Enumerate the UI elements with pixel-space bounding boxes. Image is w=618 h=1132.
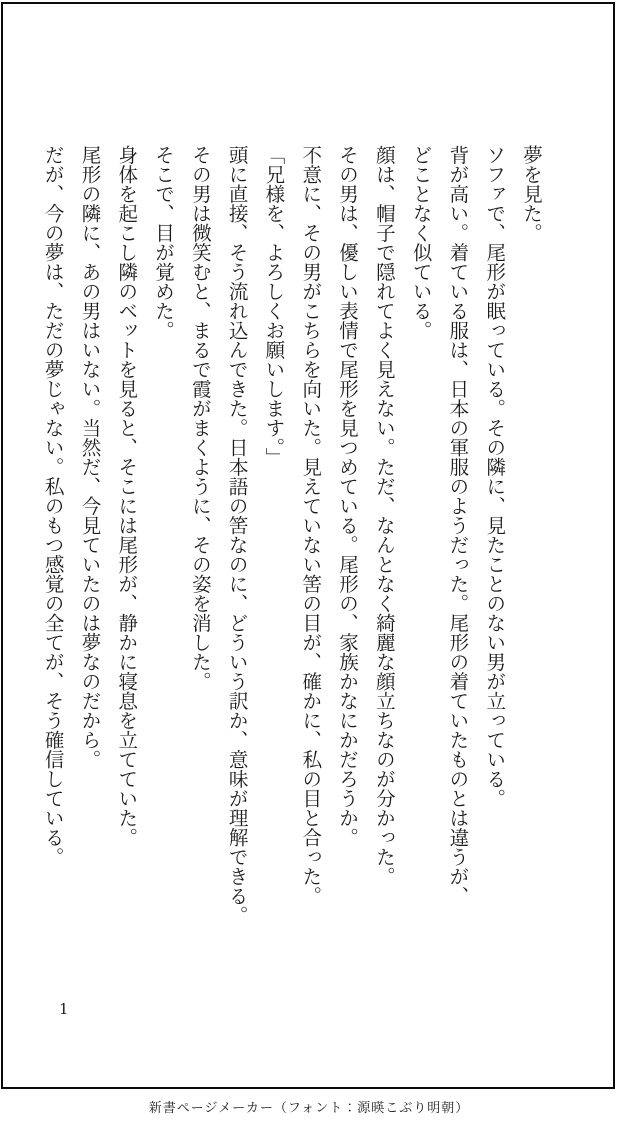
text-line: 夢を見た。 xyxy=(520,145,543,243)
text-line: その男は微笑むと、まるで霞がまくように、その姿を消した。 xyxy=(188,145,212,691)
text-line: そこで、目が覚めた。 xyxy=(152,145,176,340)
page-frame xyxy=(1,2,615,1089)
text-line: 不意に、その男がこちらを向いた。見えていない筈の目が、確かに、私の目と合った。 xyxy=(299,145,323,906)
text-line: 「兄様を、よろしくお願いします。」 xyxy=(262,145,286,467)
text-line: その男は、優しい表情で尾形を見つめている。尾形の、家族かなにかだろうか。 xyxy=(336,145,360,847)
text-line: ソファで、尾形が眠っている。その隣に、見たことのない男が立っている。 xyxy=(483,145,507,808)
text-area xyxy=(34,145,549,923)
text-line: 尾形の隣に、あの男はいない。当然だ、今見ていたのは夢なのだから。 xyxy=(78,145,102,769)
text-line: 顔は、帽子で隠れてよく見えない。ただ、なんとなく綺麗な顔立ちなのが分かった。 xyxy=(372,145,396,886)
footer-caption: 新書ページメーカー（フォント：源暎こぶり明朝） xyxy=(148,1101,470,1116)
text-line: だが、今の夢は、ただの夢じゃない。私のもつ感覚の全てが、そう確信している。 xyxy=(41,145,65,867)
text-line: 身体を起こし隣のベットを見ると、そこには尾形が、静かに寝息を立てていた。 xyxy=(115,145,139,847)
text-line: 頭に直接、そう流れ込んできた。日本語の筈なのに、どういう訳か、意味が理解できる。 xyxy=(225,145,249,925)
page-number: 1 xyxy=(59,1000,69,1018)
text-line: どことなく似ている。 xyxy=(409,145,433,340)
text-line: 背が高い。着ている服は、日本の軍服のようだった。尾形の着ていたものとは違うが、 xyxy=(446,145,470,906)
